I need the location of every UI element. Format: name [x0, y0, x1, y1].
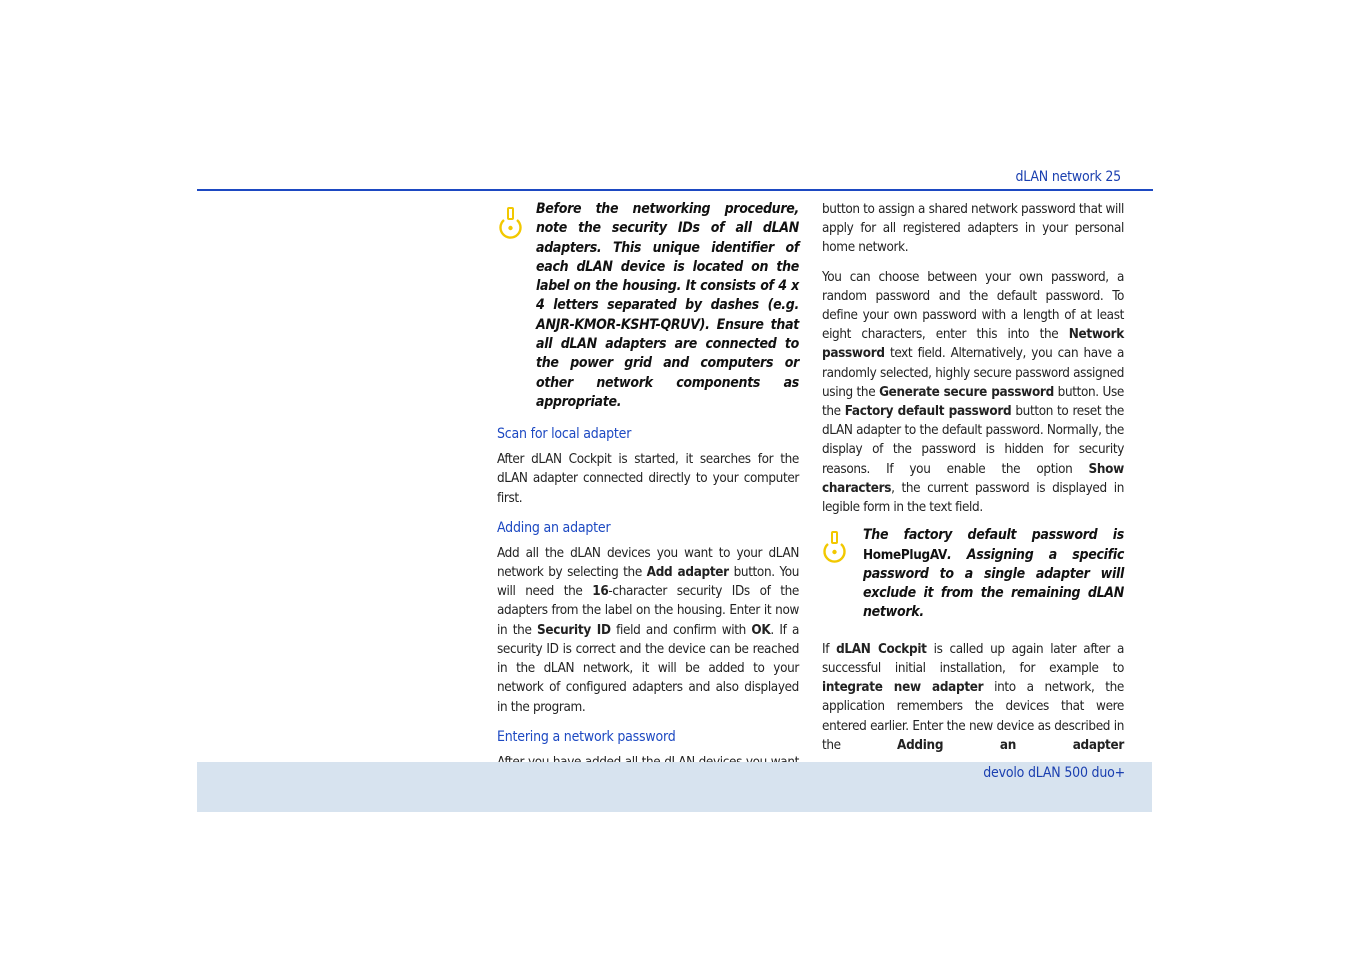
- header-divider: [197, 189, 1153, 191]
- ok-term: OK: [751, 622, 771, 638]
- page-header-label: dLAN network 25: [1015, 169, 1121, 185]
- adding-an-adapter-term: Adding an adapter: [897, 737, 1124, 753]
- adding-paragraph: Add all the dLAN devices you want to your dLAN network by selecting the Add adapter button. You will need the 16-character security IDs of the adapters from the label on the housing. Enter it now in the Security ID field and confirm with OK. If a security ID is correct and the device can be reached in the dLAN network, it will be added to your network of configured adapters and also displayed in the program.: [497, 545, 800, 715]
- password-options-paragraph: You can choose between your own password, a random password and the default password. To define your own password with a length of at least eight characters, enter this into the Network password text field. Alternatively, you can have a randomly selected, highly secure password assigned using the Generate secure password button. Use the Factory default password button to reset the dLAN adapter to the default password. Normally, the display of the password is hidden for security reasons. If you enable the option Show characters, the current password is displayed in legible form in the text field.: [822, 269, 1124, 516]
- default-password-note: The factory default password is HomePlugAV. Assigning a specific password to a single adapter will exclude it from the remaining dLAN network.: [863, 527, 1124, 621]
- integrate-new-adapter-term: integrate new adapter: [822, 680, 984, 696]
- network-password-term: Network password: [822, 327, 1124, 362]
- default-password-value: HomePlugAV: [863, 547, 947, 563]
- password-heading: Entering a network password: [497, 728, 676, 745]
- footer-product-name: devolo dLAN 500 duo+: [983, 765, 1125, 781]
- default-password-note-block: [822, 526, 1124, 622]
- add-adapter-term: Add adapter: [646, 565, 729, 581]
- assign-password-paragraph: button to assign a shared network password that will apply for all registered adapters in your personal home network.: [822, 202, 1124, 256]
- sixteen-term: 16: [592, 584, 609, 600]
- scan-heading: Scan for local adapter: [497, 426, 632, 443]
- generate-secure-password-term: Generate secure password: [879, 384, 1054, 400]
- dlan-cockpit-term: dLAN Cockpit: [836, 641, 927, 657]
- show-characters-term: Show characters: [822, 461, 1124, 496]
- security-id-note: Before the networking procedure, note the security IDs of all dLAN adapters. This unique identifier of each dLAN device is located on the label on the housing. It consists of 4 x 4 letters separated by dashes (e.g. ANJR-KMOR-KSHT-QRUV). Ensure that all dLAN adapters are connected to the power grid and computers or other network components as appropriate.: [536, 201, 799, 410]
- adding-heading: Adding an adapter: [497, 519, 611, 536]
- power-plug-icon: [822, 530, 848, 564]
- right-column: [822, 200, 1124, 755]
- left-column: [497, 200, 799, 810]
- scan-paragraph: After dLAN Cockpit is started, it searches for the dLAN adapter connected directly to your computer first.: [497, 452, 799, 506]
- security-id-term: Security ID: [537, 622, 611, 638]
- factory-default-password-term: Factory default password: [844, 404, 1012, 420]
- cockpit-restart-paragraph: If dLAN Cockpit is called up again later after a successful initial installation, for example to integrate new adapter into a network, the application remembers the devices that were entered earlier. Enter the new device as described in the Adding an adapter: [822, 641, 1125, 753]
